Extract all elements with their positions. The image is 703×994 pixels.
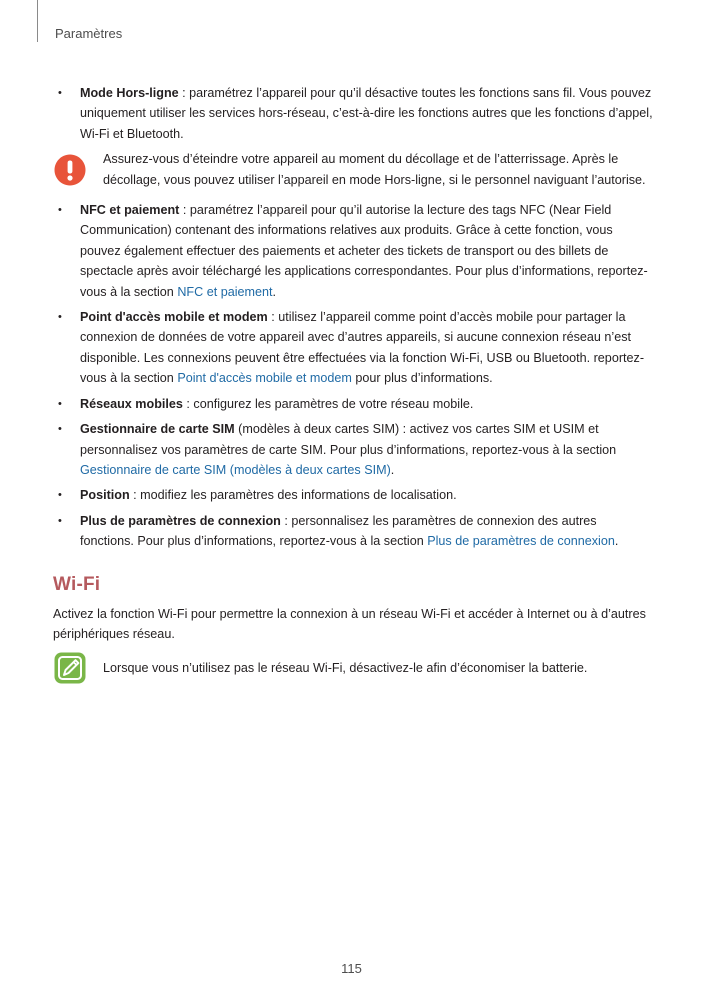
bullet-text: : modifiez les paramètres des informations de localisation. bbox=[129, 488, 457, 503]
section-title-wifi: Wi-Fi bbox=[53, 573, 101, 595]
bullet-term: Position bbox=[80, 488, 130, 503]
section-link-nfc[interactable]: NFC et paiement bbox=[177, 284, 273, 299]
bullet-text: : configurez les paramètres de votre réseau mobile. bbox=[182, 396, 474, 411]
bullet-text-after: pour plus d’informations. bbox=[351, 371, 493, 386]
tip-note-text: Lorsque vous n’utilisez pas le réseau Wi-Fi, désactivez-le afin d’économiser la batterie. bbox=[103, 661, 588, 676]
bullet-text-after: . bbox=[390, 462, 395, 477]
caution-note bbox=[53, 149, 653, 190]
bullet-term: NFC et paiement bbox=[80, 203, 180, 218]
bullet-text: : paramétrez l’appareil pour qu’il autorise la lecture des tags NFC (Near Field Communication) contenant des informations relatives aux produits. Grâce à cette fonction, vous pouvez également effectuer des paiements et acheter des tickets de transport ou des billets de spectacle après avoir téléchargé les applications correspondantes. Pour plus d’informations, reportez-vous à la section bbox=[80, 203, 648, 299]
bullet-item-nfc bbox=[53, 200, 653, 302]
bullet-term: Point d'accès mobile et modem bbox=[80, 310, 268, 325]
bullet-dot: • bbox=[58, 514, 62, 527]
bullet-text: : paramétrez l’appareil pour qu’il désactive toutes les fonctions sans fil. Vous pouvez uniquement utiliser les services hors-réseau, c’est-à-dire les fonctions autres que les fonctions d’appel, Wi-Fi et Bluetooth. bbox=[80, 86, 653, 141]
page-content bbox=[53, 83, 653, 692]
bullet-item-mode-hors-ligne bbox=[53, 83, 653, 144]
page-number: 115 bbox=[341, 961, 362, 976]
header-rule bbox=[37, 0, 38, 42]
bullet-item-mobile-networks bbox=[53, 394, 653, 414]
bullet-dot: • bbox=[58, 489, 62, 502]
bullet-term: Réseaux mobiles bbox=[80, 396, 183, 411]
tip-pencil-icon bbox=[53, 651, 87, 685]
bullet-item-sim-manager bbox=[53, 419, 653, 480]
bullet-item-more-connection-settings bbox=[53, 511, 653, 552]
bullet-text-after: . bbox=[272, 284, 277, 299]
bullet-dot: • bbox=[58, 311, 62, 324]
bullet-term: Gestionnaire de carte SIM bbox=[80, 422, 235, 437]
bullet-dot: • bbox=[58, 87, 62, 99]
caution-icon bbox=[53, 153, 87, 187]
caution-note-text: Assurez-vous d’éteindre votre appareil au moment du décollage et de l’atterrissage. Après le décollage, vous pouvez utiliser l’appareil en mode Hors-ligne, si le personnel naviguant l’autorise. bbox=[103, 152, 646, 187]
bullet-text: (modèles à deux cartes SIM) : activez vos cartes SIM et USIM et personnalisez vos paramètres de carte SIM. Pour plus d’informations, reportez-vous à la section bbox=[80, 422, 617, 457]
tip-note bbox=[53, 656, 653, 692]
bullet-item-hotspot bbox=[53, 307, 653, 389]
wifi-paragraph: Activez la fonction Wi-Fi pour permettre la connexion à un réseau Wi-Fi et accéder à Internet ou à d’autres périphériques réseau. bbox=[53, 606, 646, 641]
bullet-text-after: . bbox=[614, 534, 619, 549]
bullet-text: : personnalisez les paramètres de connexion des autres fonctions. Pour plus d’informations, reportez-vous à la section bbox=[80, 513, 597, 549]
bullet-dot: • bbox=[58, 423, 62, 436]
section-link-sim-manager[interactable]: Gestionnaire de carte SIM (modèles à deux cartes SIM) bbox=[80, 462, 391, 477]
bullet-text: : utilisez l’appareil comme point d’accès mobile pour partager la connexion de données de votre appareil avec d’autres appareils, si aucune connexion réseau n’est disponible. Les connexions peuvent être effectuées via la fonction Wi-Fi, USB ou Bluetooth. reportez-vous à la section bbox=[80, 310, 645, 386]
section-link-more-connection[interactable]: Plus de paramètres de connexion bbox=[427, 534, 615, 549]
bullet-dot: • bbox=[58, 397, 62, 410]
bullet-term: Plus de paramètres de connexion bbox=[80, 513, 281, 528]
bullet-dot: • bbox=[58, 204, 62, 217]
header-title: Paramètres bbox=[55, 26, 123, 41]
section-link-hotspot[interactable]: Point d'accès mobile et modem bbox=[177, 371, 352, 386]
bullet-term: Mode Hors-ligne bbox=[80, 86, 179, 100]
bullet-item-location bbox=[53, 485, 653, 505]
